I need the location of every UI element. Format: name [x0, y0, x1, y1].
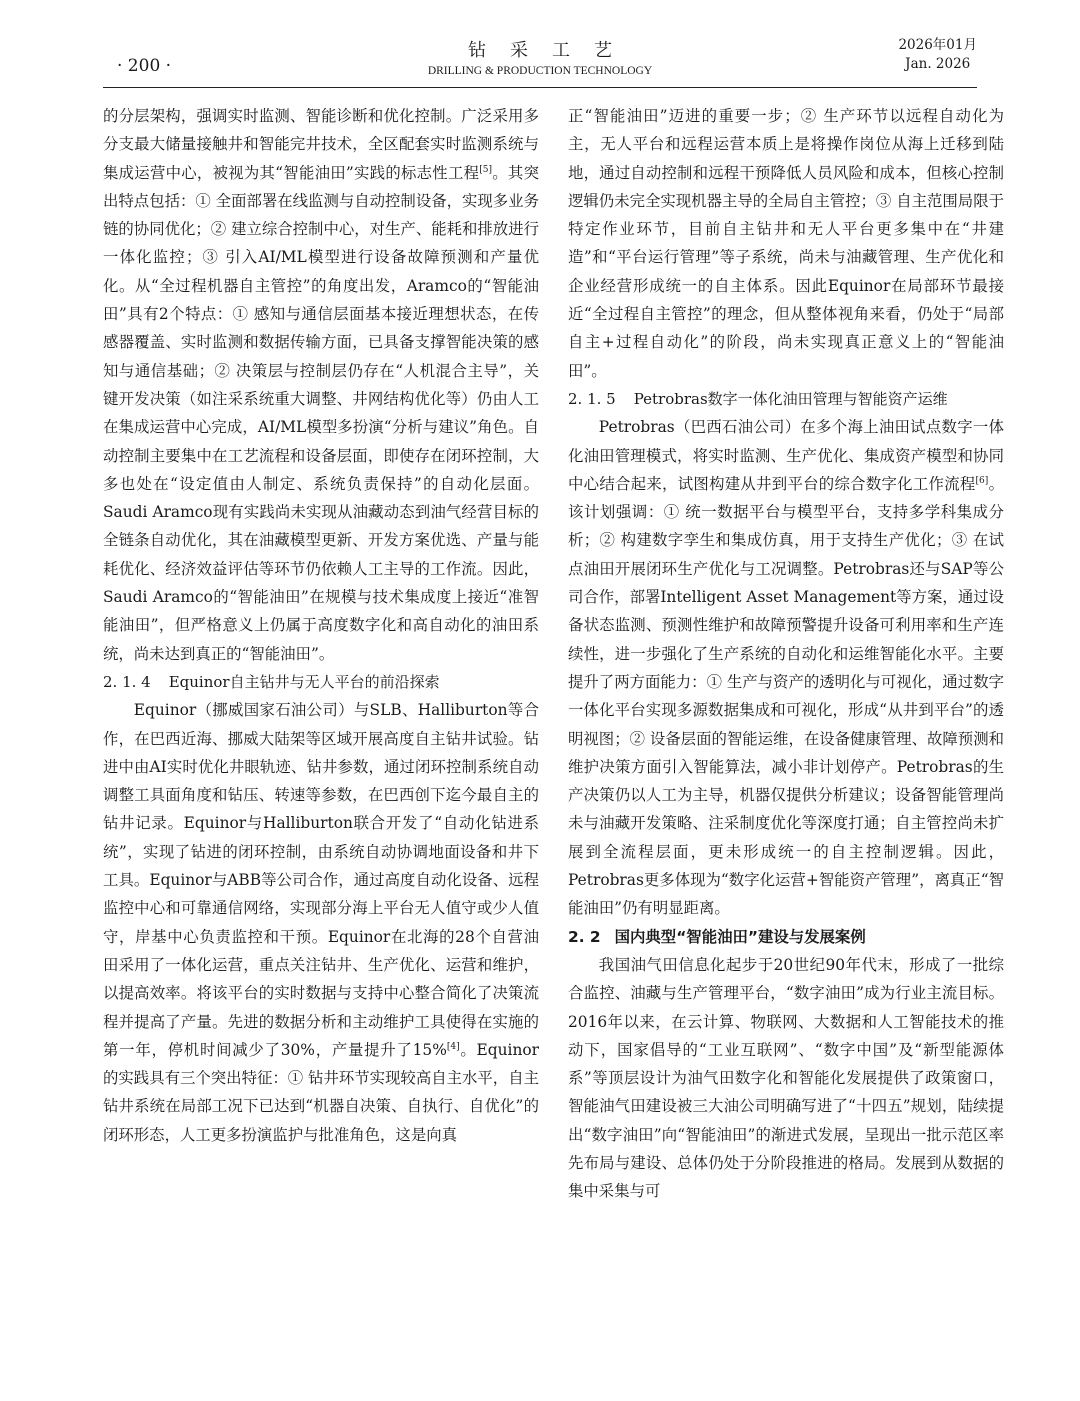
- section-heading-2-1-5: [568, 385, 1004, 413]
- journal-title-cn: 钻采工艺: [468, 40, 636, 61]
- citation-ref: [5]: [479, 164, 493, 175]
- paragraph-equinor-cont: 正“智能油田”迈进的重要一步；② 生产环节以远程自动化为主，无人平台和远程运营本质上是将操作岗位从海上迁移到陆地，通过自动控制和远程干预降低人员风险和成本，但核心控制逻辑仍未完全实现机器主导的全局自主管控；③ 自主范围局限于特定作业环节，目前自主钻井和无人平台更多集中在“井建造”和“平台运行管理”等子系统，尚未与油藏管理、生产优化和企业经营形成统一的自主体系。因此Equinor在局部环节最接近“全过程自主管控”的理念，但从整体视角来看，仍处于“局部自主+过程自动化”的阶段，尚未实现真正意义上的“智能油田”。: [568, 107, 1004, 380]
- paragraph-text: 。Equinor的实践具有三个突出特征：① 钻井环节实现较高自主水平，自主钻井系统在局部工况下已达到“机器自决策、自执行、自优化”的闭环形态，人工更多扮演监护与批准角色，这是向真: [103, 1040, 539, 1144]
- paragraph-equinor: [103, 696, 539, 1149]
- right-column: [568, 102, 1004, 1206]
- journal-title-block: [103, 36, 977, 77]
- paragraph-domestic: 我国油气田信息化起步于20世纪90年代末，形成了一批综合监控、油藏与生产管理平台，“数字油田”成为行业主流目标。2016年以来，在云计算、物联网、大数据和人工智能技术的推动下，国家倡导的“工业互联网”、“数字中国”及“新型能源体系”等顶层设计为油气田数字化和智能化发展提供了政策窗口，智能油气田建设被三大油公司明确写进了“十四五”规划，陆续提出“数字油田”向“智能油田”的渐进式发展，呈现出一批示范区率先布局与建设、总体仍处于分阶段推进的格局。发展到从数据的集中采集与可: [568, 955, 1004, 1201]
- header-rule: [103, 87, 977, 88]
- page-number: · 200 ·: [117, 56, 172, 76]
- paragraph-petrobras: [568, 413, 1004, 922]
- journal-title-en: DRILLING & PRODUCTION TECHNOLOGY: [427, 65, 653, 77]
- section-title: Equinor自主钻井与无人平台的前沿探索: [168, 672, 440, 691]
- paragraph-text: Petrobras（巴西石油公司）在多个海上油田试点数字一体化油田管理模式，将实时监测、生产优化、集成资产模型和协同中心结合起来，试图构建从井到平台的综合数字化工作流程: [568, 418, 1004, 493]
- section-number: 2. 2: [568, 927, 601, 946]
- issue-date-en: Jan. 2026: [905, 56, 971, 72]
- section-title: 国内典型“智能油田”建设与发展案例: [614, 927, 866, 946]
- paragraph-text: 的分层架构，强调实时监测、智能诊断和优化控制。广泛采用多分支最大储量接触井和智能完井技术，全区配套实时监测系统与集成运营中心，被视为其“智能油田”实践的标志性工程: [103, 107, 539, 182]
- section-heading-2-1-4: [103, 668, 539, 696]
- section-number: 2. 1. 5: [568, 389, 616, 408]
- issue-date-cn: 2026年01月: [898, 37, 977, 53]
- paragraph-text: Equinor（挪威国家石油公司）与SLB、Halliburton等合作，在巴西近海、挪威大陆架等区域开展高度自主钻井试验。钻进中由AI实时优化井眼轨迹、钻井参数，通过闭环控制系统自动调整工具面角度和钻压、转速等参数，在巴西创下迄今最自主的钻井记录。Equinor与Halliburton联合开发了“自动化钻进系统”，实现了钻进的闭环控制，由系统自动协调地面设备和井下工具。Equinor与ABB等公司合作，通过高度自动化设备、远程监控中心和可靠通信网络，实现部分海上平台无人值守或少人值守，岸基中心负责监控和干预。Equinor在北海的28个自营油田采用了一体化运营，重点关注钻井、生产优化、运营和维护，以提高效率。将该平台的实时数据与支持中心整合简化了决策流程并提高了产量。先进的数据分析和主动维护工具使得在实施的第一年，停机时间减少了30%，产量提升了15%: [103, 701, 539, 1059]
- left-column: [103, 102, 539, 1149]
- paragraph-text: 。其突出特点包括：① 全面部署在线监测与自动控制设备，实现多业务链的协同优化；② 建立综合控制中心，对生产、能耗和排放进行一体化监控；③ 引入AI/ML模型进行设备故障预测和产量优化。从“全过程机器自主管控”的角度出发，Aramco的“智能油田”具有2个特点：① 感知与通信层面基本接近理想状态，在传感器覆盖、实时监测和数据传输方面，已具备支撑智能决策的感知与通信基础；② 决策层与控制层仍存在“人机混合主导”，关键开发决策（如注采系统重大调整、井网结构优化等）仍由人工在集成运营中心完成，AI/ML模型多扮演“分析与建议”角色。自动控制主要集中在工艺流程和设备层面，即使存在闭环控制，大多也处在“设定值由人制定、系统负责保持”的自动化层面。Saudi Aramco现有实践尚未实现从油藏动态到油气经营目标的全链条自动优化，其在油藏模型更新、开发方案优选、产量与能耗优化、经济效益评估等环节仍依赖人工主导的工作流。因此，Saudi Aramco的“智能油田”在规模与技术集成度上接近“准智能油田”，但严格意义上仍属于高度数字化和高自动化的油田系统，尚未达到真正的“智能油田”。: [103, 163, 539, 663]
- section-number: 2. 1. 4: [103, 672, 151, 691]
- paragraph-aramco: [103, 102, 539, 668]
- page-header: [103, 34, 977, 86]
- section-title: Petrobras数字一体化油田管理与智能资产运维: [633, 389, 948, 408]
- citation-ref: [4]: [446, 1041, 460, 1052]
- issue-date: [898, 36, 977, 74]
- citation-ref: [6]: [975, 475, 989, 486]
- section-heading-2-2: [568, 923, 1004, 951]
- paragraph-text: 。该计划强调：① 统一数据平台与模型平台，支持多学科集成分析；② 构建数字孪生和集成仿真，用于支持生产优化；③ 在试点油田开展闭环生产优化与工况调整。Petrobras还与SAP等公司合作，部署Intelligent Asset Management等方案，通过设备状态监测、预测性维护和故障预警提升设备可利用率和生产连续性，进一步强化了生产系统的自动化和运维智能化水平。主要提升了两方面能力：① 生产与资产的透明化与可视化，通过数字一体化平台实现多源数据集成和可视化，形成“从井到平台”的透明视图；② 设备层面的智能运维，在设备健康管理、故障预测和维护决策方面引入智能算法，减小非计划停产。Petrobras的生产决策仍以人工为主导，机器仅提供分析建议；设备智能管理尚未与油藏开发策略、注采制度优化等深度打通；自主管控尚未扩展到全流程层面，更未形成统一的自主控制逻辑。因此，Petrobras更多体现为“数字化运营+智能资产管理”，离真正“智能油田”仍有明显距离。: [568, 474, 1004, 918]
